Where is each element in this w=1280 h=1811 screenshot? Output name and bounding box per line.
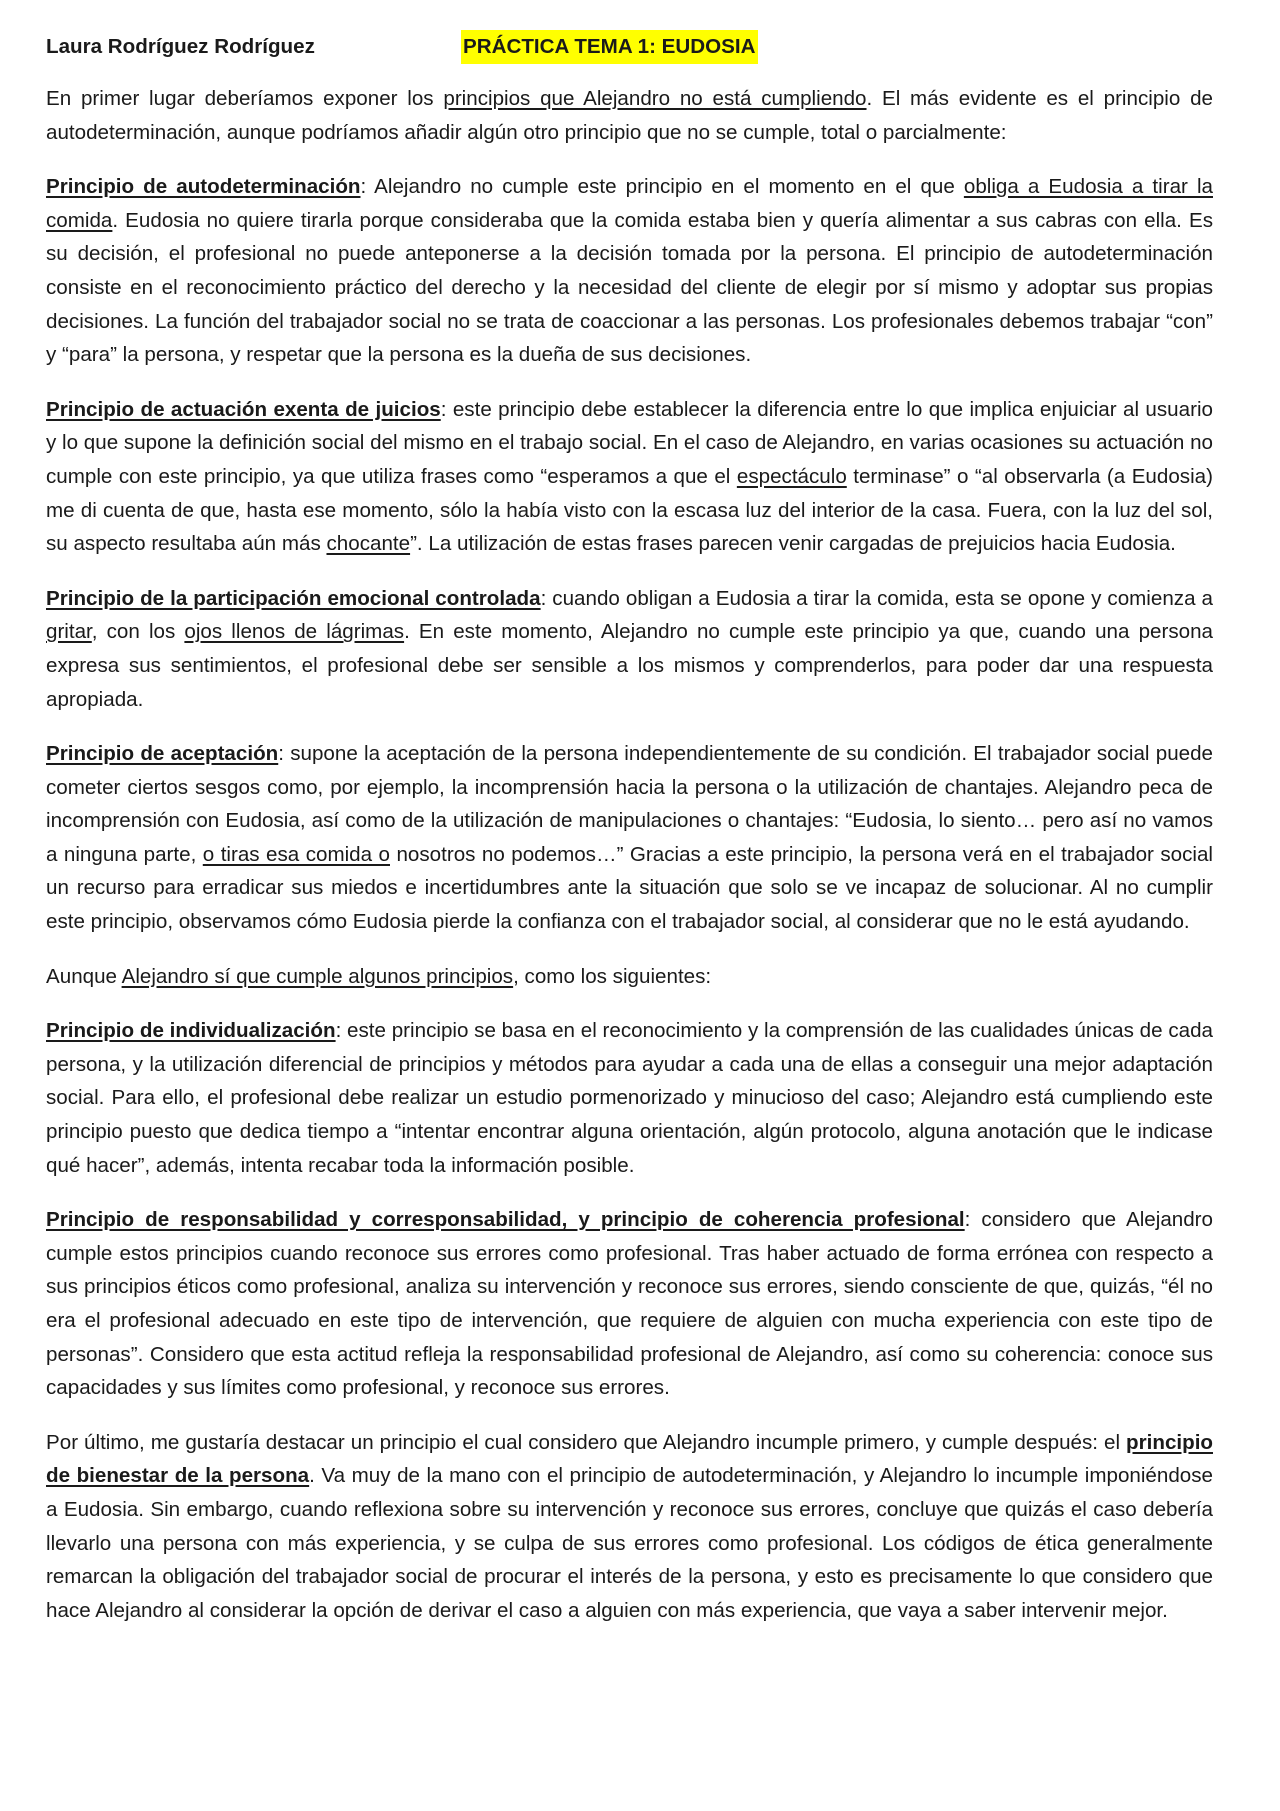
text: nosotros no podemos…” Gracias a este principio, la persona verá en el trabajador social un recurso para erradicar sus miedos e incertidumbres ante la situación que solo se ve incapaz de solucionar. Al no cumplir este principio, observamos cómo Eudosia pierde la confianza con el trabajador social, al considerar que no le está ayudando. (46, 842, 1213, 934)
author-name: Laura Rodríguez Rodríguez (46, 35, 315, 58)
paragraph-exenta-juicios (46, 393, 1213, 561)
document-header (46, 30, 1213, 64)
principle-term: Principio de responsabilidad y corresponsabilidad, y principio de coherencia profesional (46, 1208, 965, 1232)
principle-term: Principio de aceptación (46, 742, 279, 766)
paragraph-transition (46, 960, 1213, 994)
underlined-text: Alejandro sí que cumple algunos principios (121, 964, 514, 988)
principle-term: Principio de actuación exenta de juicios (46, 397, 441, 421)
text: En primer lugar deberíamos exponer los (46, 87, 444, 110)
underlined-text: espectáculo (736, 464, 847, 488)
text: , con los (91, 620, 185, 644)
paragraph-individualizacion (46, 1014, 1213, 1182)
text: Aunque (46, 964, 122, 988)
paragraph-conclusion (46, 1426, 1213, 1628)
text: : supone la aceptación de la persona independientemente de su condición. El trabajador social puede cometer ciertos sesgos como, por ejemplo, la incomprensión hacia la persona o la utilización de chantajes. Alejandro peca de incomprensión con Eudosia, así como de la utilización de manipulaciones o chantajes: “Eudosia, lo siento… pero así no vamos a ninguna parte, (46, 742, 1214, 866)
paragraph-autodeterminacion (46, 170, 1213, 372)
paragraph-intro (46, 82, 1213, 149)
text: : Alejandro no cumple este principio en el momento en el que (360, 175, 964, 199)
paragraph-participacion-emocional (46, 582, 1213, 716)
paragraph-responsabilidad (46, 1203, 1213, 1405)
document-title: PRÁCTICA TEMA 1: EUDOSIA (461, 30, 758, 64)
text: ”. La utilización de estas frases parecen venir cargadas de prejuicios hacia Eudosia. (410, 532, 1176, 556)
text: . Eudosia no quiere tirarla porque consideraba que la comida estaba bien y quería alimentar a sus cabras con ella. Es su decisión, el profesional no puede anteponerse a la decisión tomada por la persona. El principio de autodeterminación consiste en el reconocimiento práctico del derecho y la necesidad del cliente de elegir por sí mismo y adoptar sus propias decisiones. La función del trabajador social no se trata de coaccionar a las personas. Los profesionales debemos trabajar “con” y “para” la persona, y respetar que la persona es la dueña de sus decisiones. (46, 208, 1213, 367)
underlined-text: obliga a Eudosia a tirar la comida (46, 175, 1213, 232)
text: : cuando obligan a Eudosia a tirar la comida, esta se opone y comienza a (540, 586, 1213, 610)
text: : considero que Alejandro cumple estos principios cuando reconoce sus errores como profesional. Tras haber actuado de forma errónea con respecto a sus principios éticos como profesional, analiza su intervención y reconoce sus errores, siendo consciente de que, quizás, “él no era el profesional adecuado en este tipo de intervención, que requiere de alguien con mucha experiencia con este tipo de personas”. Considero que esta actitud refleja la responsabilidad profesional de Alejandro, así como su coherencia: conoce sus capacidades y sus límites como profesional, y reconoce sus errores. (46, 1208, 1213, 1400)
text: terminase” o “al observarla (a Eudosia) me di cuenta de que, hasta ese momento, sólo la había visto con la escasa luz del interior de la casa. Fuera, con la luz del sol, su aspecto resultaba aún más (46, 464, 1213, 556)
paragraph-aceptacion (46, 737, 1213, 939)
text: . Va muy de la mano con el principio de autodeterminación, y Alejandro lo incumple imponiéndose a Eudosia. Sin embargo, cuando reflexiona sobre su intervención y reconoce sus errores, concluye que quizás el caso debería llevarlo una persona con más experiencia, y se culpa de sus errores como profesional. Los códigos de ética generalmente remarcan la obligación del trabajador social de procurar el interés de la persona, y esto es precisamente lo que considero que hace Alejandro al considerar la opción de derivar el caso a alguien con más experiencia, que vaya a saber intervenir mejor. (46, 1464, 1213, 1622)
underlined-text: principios que Alejandro no está cumpliendo (443, 87, 867, 110)
text: Por último, me gustaría destacar un principio el cual considero que Alejandro incumple primero, y cumple después: el (46, 1430, 1127, 1454)
text: : este principio debe establecer la diferencia entre lo que implica enjuiciar al usuario y lo que supone la definición social del mismo en el trabajo social. En el caso de Alejandro, en varias ocasiones su actuación no cumple con este principio, ya que utiliza frases como “esperamos a que el (46, 397, 1213, 488)
principle-term: Principio de la participación emocional controlada (46, 586, 541, 610)
text: . El más evidente es el principio de autodeterminación, aunque podríamos añadir algún otro principio que no se cumple, total o parcialmente: (46, 87, 1213, 144)
document-page (46, 30, 1213, 1648)
text: : este principio se basa en el reconocimiento y la comprensión de las cualidades únicas de cada persona, y la utilización diferencial de principios y métodos para ayudar a cada una de ellas a conseguir una mejor adaptación social. Para ello, el profesional debe realizar un estudio pormenorizado y minucioso del caso; Alejandro está cumpliendo este principio puesto que dedica tiempo a “intentar encontrar alguna orientación, algún protocolo, alguna anotación que le indicase qué hacer”, además, intenta recabar toda la información posible. (46, 1019, 1213, 1177)
principle-term: Principio de individualización (46, 1019, 336, 1043)
principle-term: Principio de autodeterminación (46, 175, 361, 199)
underlined-text: ojos llenos de lágrimas (184, 620, 405, 644)
text: , como los siguientes: (513, 964, 712, 988)
underlined-text: o tiras esa comida o (202, 842, 390, 866)
text: . En este momento, Alejandro no cumple este principio ya que, cuando una persona expresa sus sentimientos, el profesional debe ser sensible a los mismos y comprenderlos, para poder dar una respuesta apropiada. (46, 620, 1213, 711)
principle-term: principio de bienestar de la persona (46, 1430, 1213, 1488)
underlined-text: chocante (326, 532, 411, 556)
underlined-text: gritar (46, 620, 92, 644)
